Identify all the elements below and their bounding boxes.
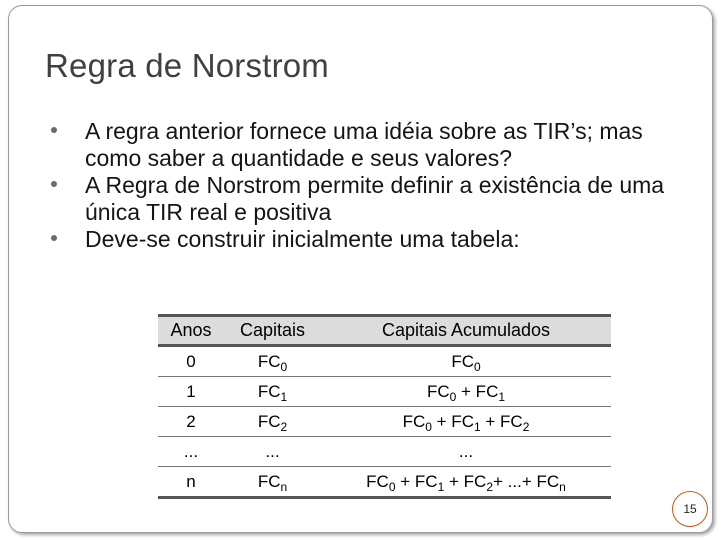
cell-capitais-acumulados: ...: [458, 441, 474, 461]
table-row: [158, 407, 611, 437]
cell-anos: n: [186, 471, 196, 491]
table-row: [158, 377, 611, 407]
table-header-row: [158, 316, 611, 346]
bullet-dot-icon: [51, 181, 57, 187]
cell-capitais-acumulados: $FC_0$: [451, 351, 481, 374]
cell-capitais: $FC_n$: [257, 471, 288, 494]
table-row: [158, 346, 611, 377]
bullet-dot-icon: [51, 235, 57, 241]
cell-capitais: $FC_0$: [257, 351, 288, 374]
cell-capitais: ...: [265, 441, 280, 461]
cell-capitais: $FC_2$: [257, 411, 288, 434]
cell-capitais: $FC_1$: [257, 381, 288, 404]
bullet-list: [85, 118, 685, 253]
bullet-item: [85, 226, 685, 253]
cell-capitais-acumulados: $FC_0 + FC_1 + FC_2+$ ...+ $FC_n$: [366, 471, 566, 494]
capitals-table: [158, 314, 611, 499]
slide-title: Regra de Norstrom: [45, 47, 329, 84]
table-row: [158, 467, 611, 498]
header-anos: Anos: [158, 316, 224, 346]
header-capitais-acumulados: Capitais Acumulados: [321, 316, 611, 346]
cell-anos: 0: [186, 351, 196, 371]
bullet-dot-icon: [51, 127, 57, 133]
cell-capitais-acumulados: $FC_0 + FC_1 + FC_2$: [402, 411, 530, 434]
bullet-item: [85, 172, 685, 226]
bullet-item: [85, 118, 685, 172]
table-body: [158, 346, 611, 498]
table-row: [158, 437, 611, 467]
cell-capitais-acumulados: $FC_0 + FC_1$: [426, 381, 506, 404]
bullet-text: Deve-se construir inicialmente uma tabela:: [85, 226, 520, 252]
cell-anos: ...: [183, 441, 199, 461]
header-capitais: Capitais: [224, 316, 321, 346]
page-number: 15: [683, 502, 697, 516]
bullet-text: A Regra de Norstrom permite definir a existência de uma única TIR real e positiva: [85, 172, 665, 225]
cell-anos: 1: [186, 381, 196, 401]
page-number-badge: [672, 491, 708, 527]
cell-anos: 2: [186, 411, 196, 431]
bullet-text: A regra anterior fornece uma idéia sobre as TIR’s; mas como saber a quantidade e seus valores?: [85, 118, 643, 171]
